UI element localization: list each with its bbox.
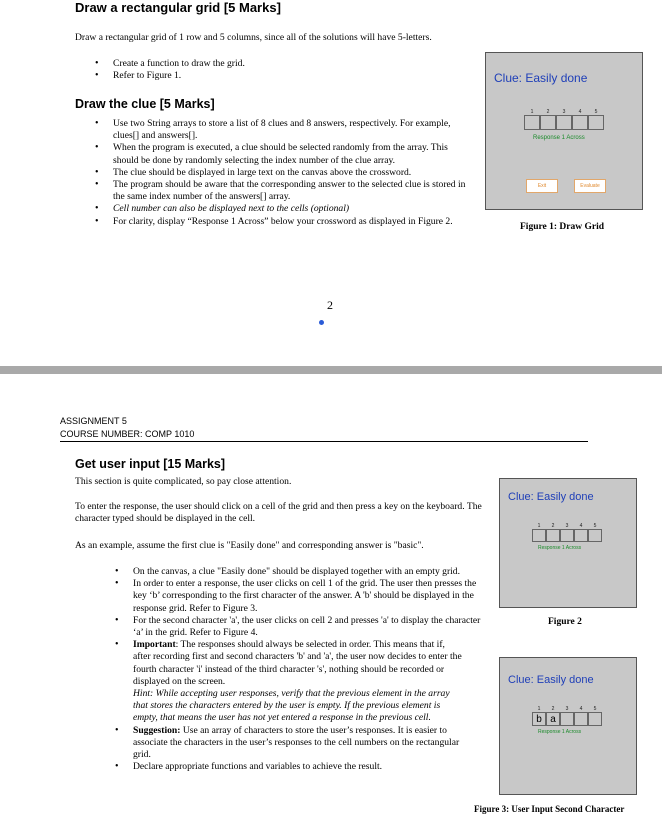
figure-1-clue: Clue: Easily done <box>494 71 588 85</box>
figure-2-caption: Figure 2 <box>548 617 582 627</box>
section-title-draw-grid: Draw a rectangular grid [5 Marks] <box>75 0 281 15</box>
bullet-list-get-input <box>95 566 490 773</box>
list-item: • On the canvas, a clue "Easily done" should be displayed together with an empty grid. <box>115 566 461 577</box>
figure-2 <box>499 478 637 608</box>
intro-paragraph-3: As an example, assume the first clue is "Easily done" and corresponding answer is "basic". <box>75 540 424 551</box>
grid-cell: 3 <box>560 529 574 542</box>
figure-3-second-character <box>499 657 637 795</box>
figure-2-clue: Clue: Easily done <box>508 491 594 503</box>
list-item: • Use two String arrays to store a list of 8 clues and 8 answers, respectively. For example, clues[] and answers[]. <box>95 118 451 142</box>
grid-cell: 2 <box>540 115 556 130</box>
figure-2-response-label: Response 1 Across <box>538 545 582 551</box>
evaluate-button[interactable]: Evaluate <box>574 179 606 193</box>
grid-cell: 4 <box>572 115 588 130</box>
intro-paragraph-1: This section is quite complicated, so pay close attention. <box>75 476 292 487</box>
header-assignment: ASSIGNMENT 5 <box>60 416 127 426</box>
page-dot <box>319 320 324 325</box>
figure-1-draw-grid <box>485 52 643 210</box>
figure-1-response-label: Response 1 Across <box>533 135 585 141</box>
list-item: • The program should be aware that the corresponding answer to the selected clue is stored in the same index number of the answers[] array. <box>95 179 466 203</box>
grid-cell: 1 b <box>532 712 546 726</box>
grid-cell: 3 <box>556 115 572 130</box>
header-course-number: COURSE NUMBER: COMP 1010 <box>60 429 195 439</box>
grid-cell: 1 <box>524 115 540 130</box>
figure-1-grid <box>524 109 604 130</box>
page-number: 2 <box>327 298 333 312</box>
list-item: • Important: The responses should always be selected in order. This means that if, after recording first and second characters 'b' and 'a', the user now decides to enter the fourth character 'i' instead of the third character 's', nothing should be recorded or displayed on the screen. Hint: While accepting user responses, verify that the previous element in the array that stores the characters entered by the user is empty. If the previous element is empty, that means the user has not yet entered a response in the previous cell. <box>115 639 462 724</box>
list-item: • Create a function to draw the grid. <box>95 58 245 69</box>
bullet-list-draw-clue <box>75 118 475 228</box>
header-rule <box>60 441 588 442</box>
figure-3-clue: Clue: Easily done <box>508 674 594 686</box>
figure-1-caption: Figure 1: Draw Grid <box>520 222 604 232</box>
page-separator <box>0 366 662 374</box>
grid-cell: 5 <box>588 529 602 542</box>
list-item: • For clarity, display “Response 1 Across” below your crossword as displayed in Figure 2. <box>95 215 453 227</box>
grid-cell: 4 <box>574 529 588 542</box>
section-title-get-input: Get user input [15 Marks] <box>75 457 226 471</box>
section-title-draw-clue: Draw the clue [5 Marks] <box>75 97 215 111</box>
list-item: • Declare appropriate functions and variables to achieve the result. <box>115 761 383 773</box>
bullet-list-draw-grid <box>75 58 485 82</box>
list-item: • Cell number can also be displayed next to the cells (optional) <box>95 203 350 215</box>
grid-cell: 5 <box>588 712 602 726</box>
grid-cell: 4 <box>574 712 588 726</box>
intro-paragraph-2: To enter the response, the user should click on a cell of the grid and then press a key on the keyboard. The character typed should be displayed in the cell. <box>75 501 482 524</box>
list-item: • The clue should be displayed in large text on the canvas above the crossword. <box>95 166 412 178</box>
list-item: • In order to enter a response, the user clicks on cell 1 of the grid. The user then presses the key ‘b’ corresponding to the first character of the answer. A 'b' should be displayed in the response grid. Refer to Figure 3. <box>115 578 477 614</box>
grid-cell: 2 a <box>546 712 560 726</box>
list-item: • Suggestion: Use an array of characters to store the user’s responses. It is easier to associate the characters in the user’s responses to the cell numbers on the rectangular grid. <box>115 724 460 761</box>
list-item: • For the second character 'a', the user clicks on cell 2 and presses 'a' to display the character ‘a’ in the grid. Refer to Figure 4. <box>115 614 481 639</box>
section-intro-draw-grid: Draw a rectangular grid of 1 row and 5 columns, since all of the solutions will have 5-letters. <box>75 32 432 43</box>
list-item: • Refer to Figure 1. <box>95 70 182 82</box>
figure-3-caption: Figure 3: User Input Second Character <box>474 804 625 814</box>
grid-cell: 3 <box>560 712 574 726</box>
figure-2-grid <box>532 523 602 542</box>
grid-cell: 5 <box>588 115 604 130</box>
exit-button[interactable]: Exit <box>526 179 558 193</box>
grid-cell: 1 <box>532 529 546 542</box>
figure-3-grid <box>532 706 602 726</box>
list-item: • When the program is executed, a clue should be selected randomly from the array. This should be done by randomly selecting the index number of the clue array. <box>95 142 448 166</box>
grid-cell: 2 <box>546 529 560 542</box>
figure-3-response-label: Response 1 Across <box>538 729 582 735</box>
